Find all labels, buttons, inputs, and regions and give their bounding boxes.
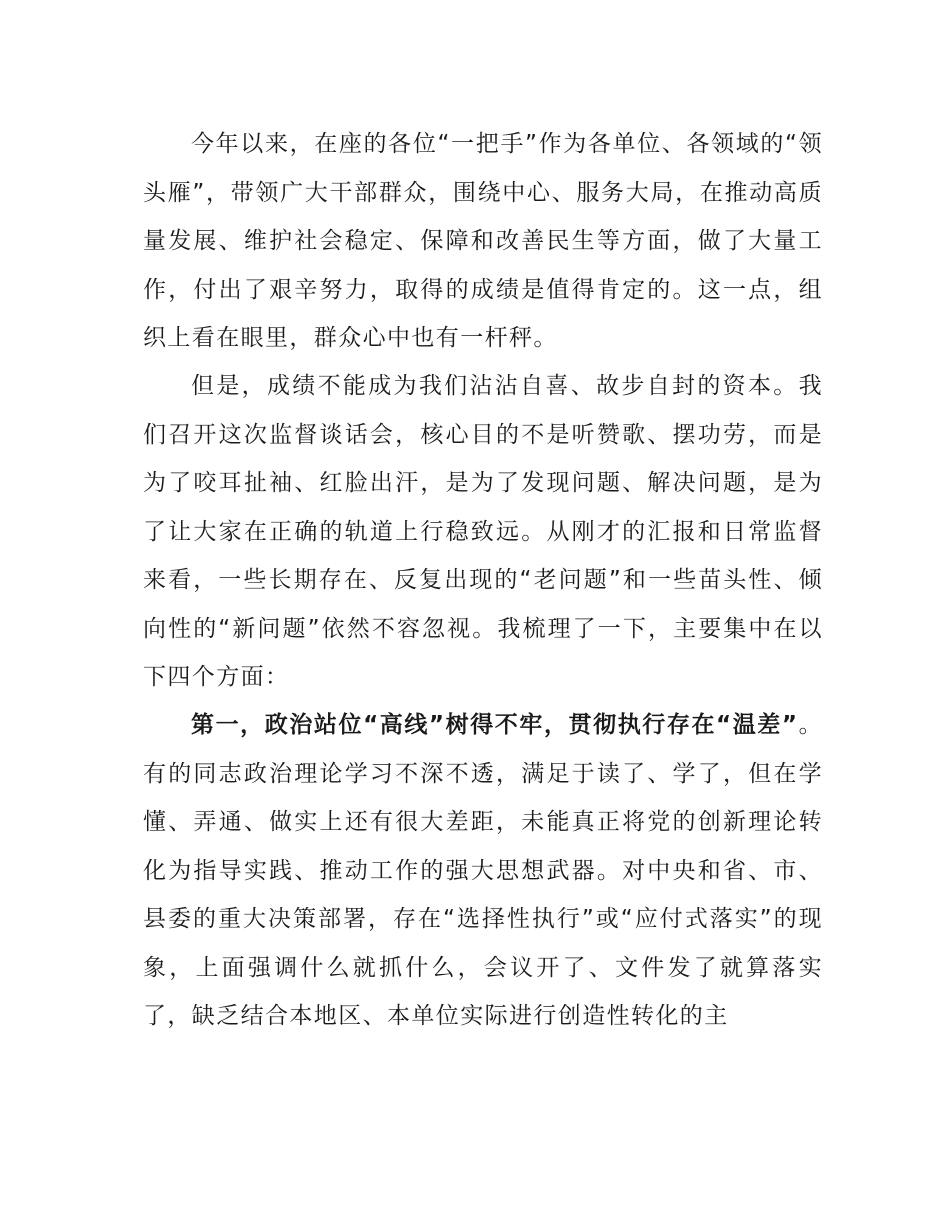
paragraph-intro-text: 今年以来，在座的各位“一把手”作为各单位、各领域的“领头雁”，带领广大干部群众，围绕中心、服务大局，在推动高质量发展、维护社会稳定、保障和改善民生等方面，做了大量工作，付出了艰辛努力，取得的成绩是值得肯定的。这一点，组织上看在眼里，群众心中也有一杆秤。	[143, 131, 823, 351]
paragraph-problems-overview	[143, 362, 823, 702]
paragraph-first-point	[143, 701, 823, 1041]
first-point-heading: 第一，政治站位“高线”树得不牢，贯彻执行存在“温差”	[191, 712, 799, 738]
first-point-body: 。有的同志政治理论学习不深不透，满足于读了、学了，但在学懂、弄通、做实上还有很大差距，未能真正将党的创新理论转化为指导实践、推动工作的强大思想武器。对中央和省、市、县委的重大决策部署，存在“选择性执行”或“应付式落实”的现象，上面强调什么就抓什么，会议开了、文件发了就算落实了，缺乏结合本地区、本单位实际进行创造性转化的主	[143, 712, 823, 1029]
paragraph-intro	[143, 120, 823, 363]
paragraph-problems-overview-text: 但是，成绩不能成为我们沾沾自喜、故步自封的资本。我们召开这次监督谈话会，核心目的不是听赞歌、摆功劳，而是为了咬耳扯袖、红脸出汗，是为了发现问题、解决问题，是为了让大家在正确的轨道上行稳致远。从刚才的汇报和日常监督来看，一些长期存在、反复出现的“老问题”和一些苗头性、倾向性的“新问题”依然不容忽视。我梳理了一下，主要集中在以下四个方面：	[143, 373, 823, 690]
